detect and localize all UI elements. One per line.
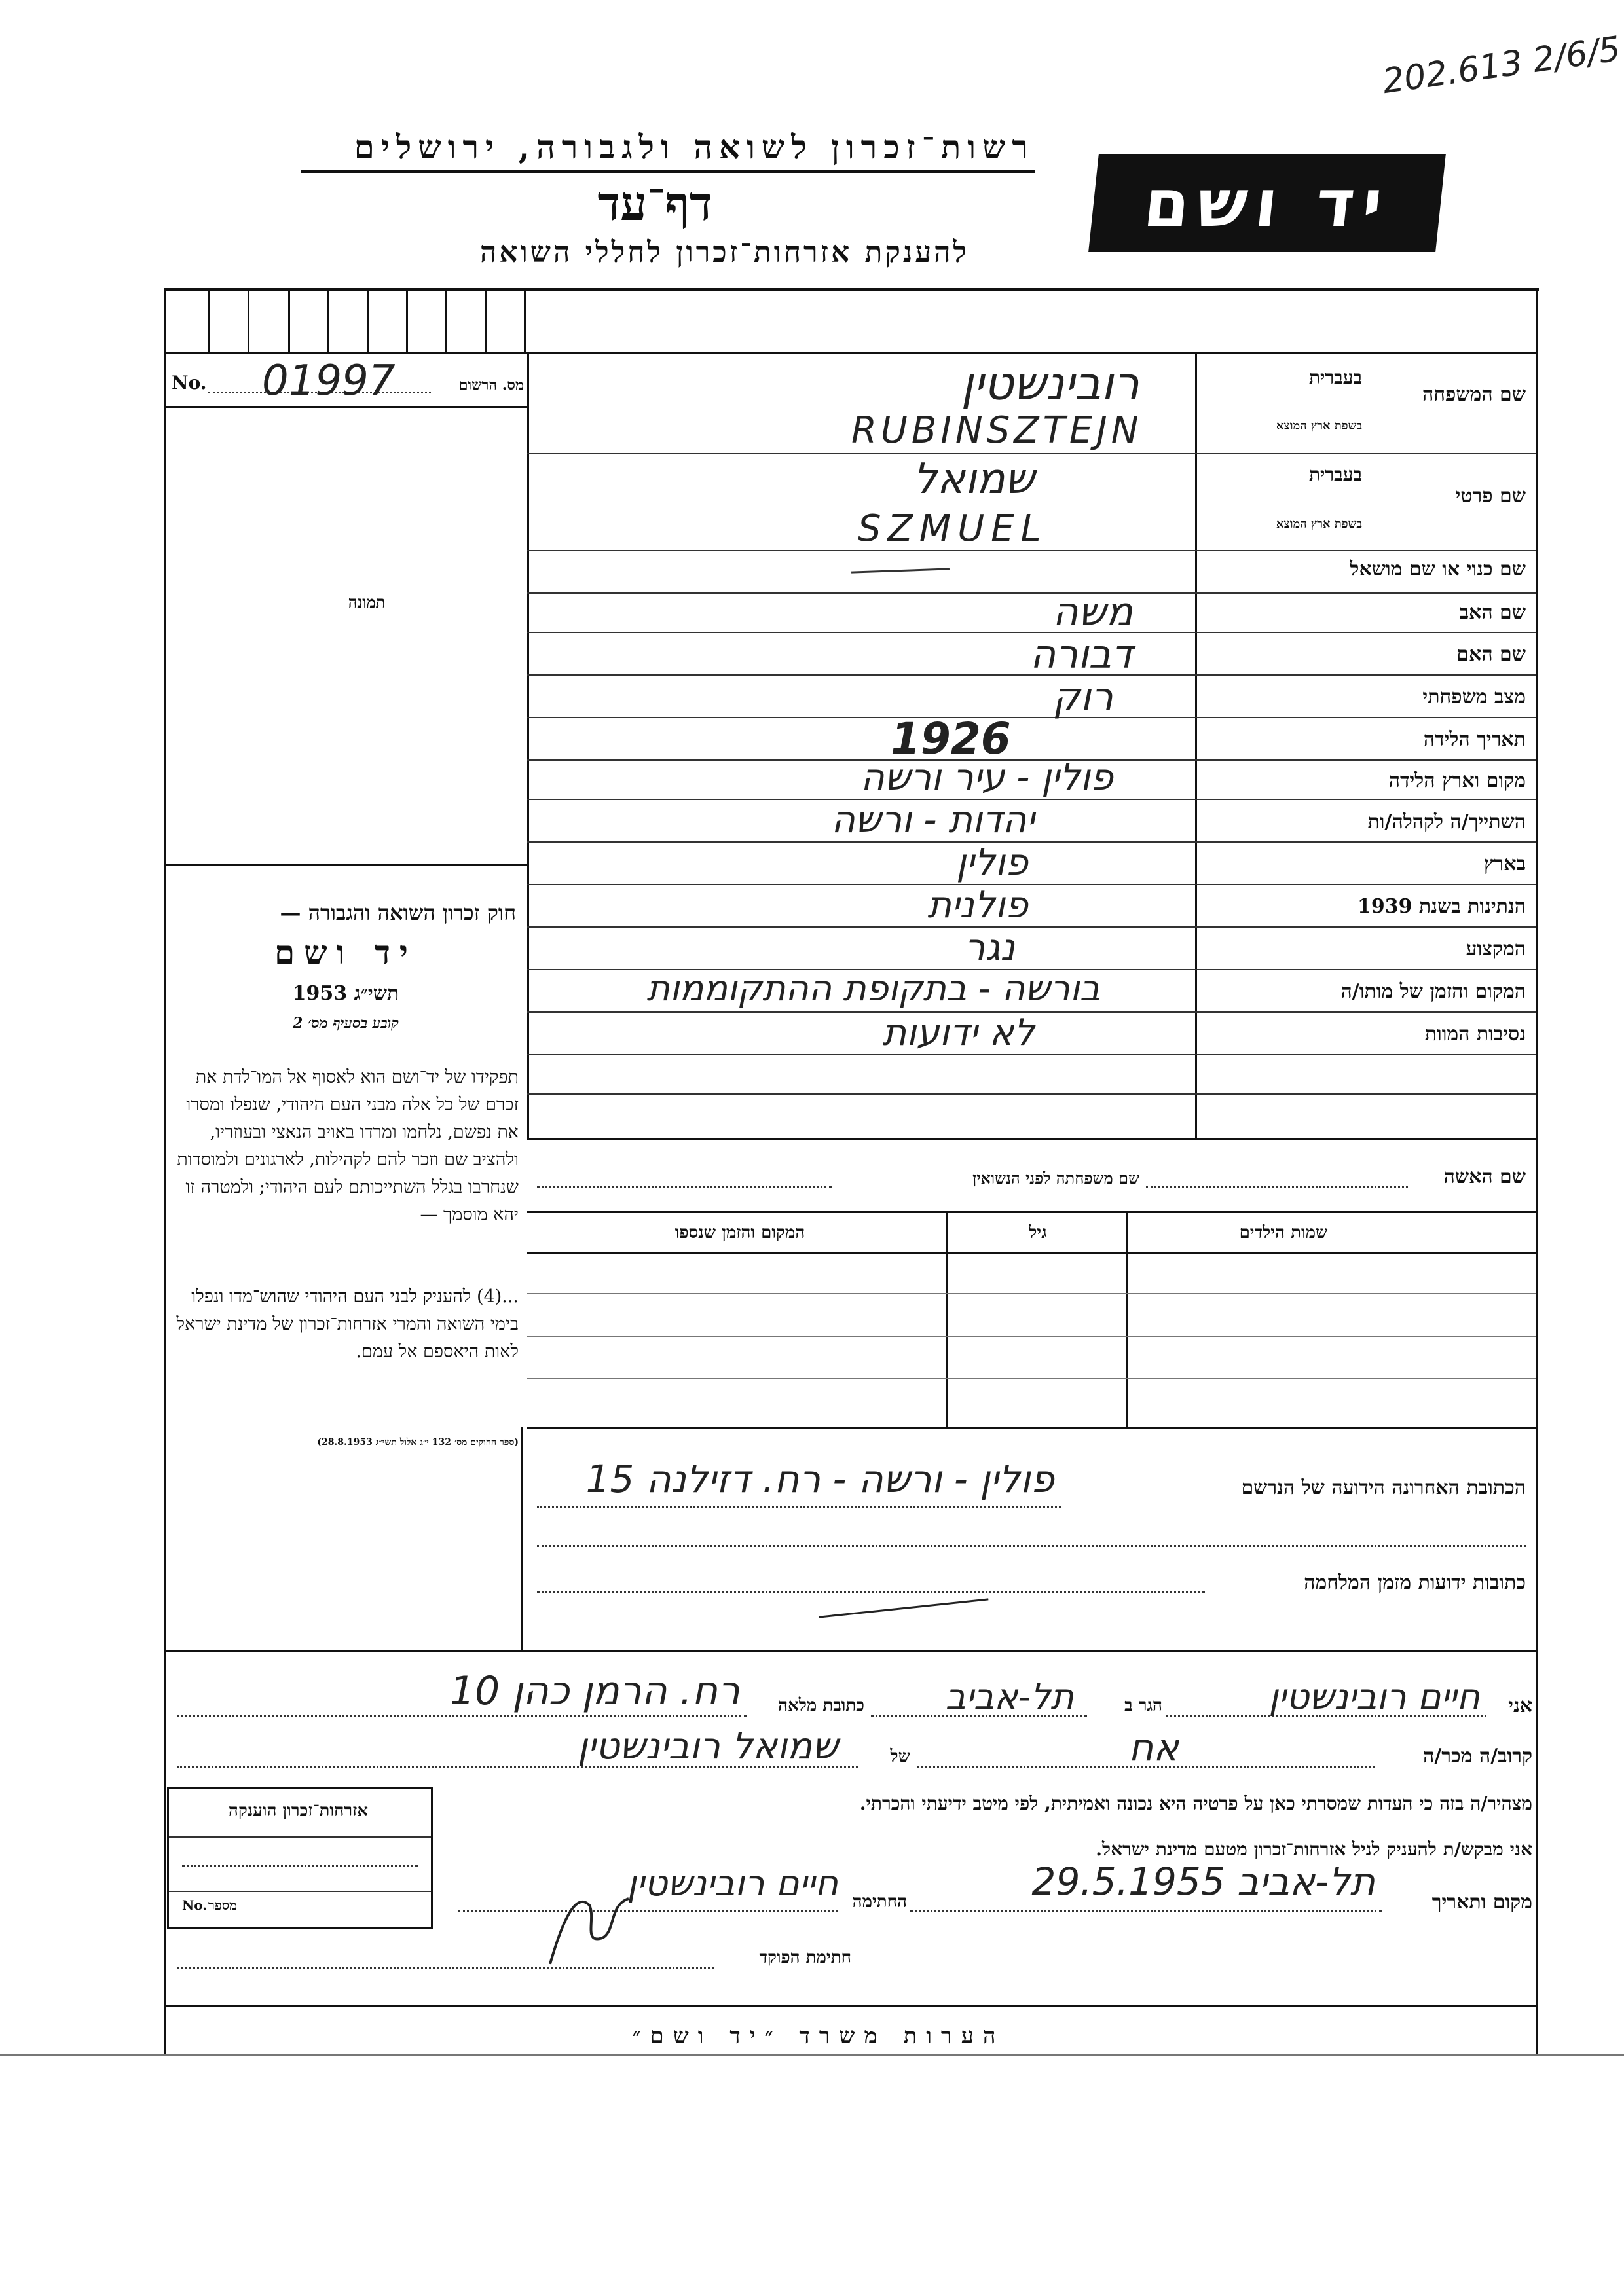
family-name-hebrew-value: רובינשטין — [961, 357, 1139, 410]
father-value: משה — [1052, 589, 1133, 635]
birth-place-label: מקום וארץ הלידה — [1388, 769, 1526, 792]
form-title: דף־עד — [597, 175, 712, 231]
given-name-hebrew-label: בעברית — [1308, 464, 1362, 485]
resides-label: הגר ב — [1124, 1696, 1162, 1715]
given-name-label: שם פרטי — [1455, 484, 1526, 507]
family-name-origin-label: בשפת ארץ המוצא — [1276, 419, 1362, 433]
children-header-names: שמות הילדים — [1239, 1223, 1328, 1243]
country-value: פולין — [956, 841, 1028, 884]
office-remarks-label: הערות משרד ״יד ושם״ — [632, 2023, 1005, 2049]
children-header-place-time: המקום והזמן שנספו — [674, 1223, 805, 1243]
officer-signature-label: חתימת הפוקד — [759, 1948, 851, 1967]
archive-note: 202.613 2/6/5 — [1380, 29, 1623, 102]
declarant-full-address: רח. הרמן כהן 10 — [449, 1668, 740, 1714]
citizenship-1939-label: הנתינות בשנת 1939 — [1357, 895, 1526, 918]
mother-label: שם האם — [1456, 643, 1526, 666]
law-title: חוק זכרון השואה והגבורה — — [280, 900, 516, 925]
law-name: יד ושם — [274, 933, 417, 972]
family-name-hebrew-label: בעברית — [1308, 367, 1362, 388]
death-place-label: המקום והזמן של מותו/ה — [1340, 980, 1526, 1003]
death-circumstances-label: נסיבות המוות — [1424, 1023, 1526, 1046]
place-date-label: מקום ותאריך — [1431, 1891, 1532, 1914]
yad-vashem-logo — [1088, 154, 1446, 252]
full-address-label: כתובת מלאה — [778, 1696, 864, 1715]
nickname-label: שם כנוי או שם מושאל — [1350, 558, 1526, 581]
community-value: יהדות - ורשה — [831, 799, 1035, 841]
logo-text: יד ושם — [1140, 164, 1394, 242]
given-name-hebrew-value: שמואל — [913, 455, 1035, 503]
law-source: (ספר החוקים מס׳ 132 י״ג אלול תשי״ג 28.8.1953) — [317, 1437, 519, 1448]
photo-label: תמונה — [348, 592, 386, 611]
mother-value: דבורה — [1030, 632, 1133, 678]
family-name-latin-value: RUBINSZTEJN — [851, 409, 1143, 452]
war-addresses-label: כתובות ידועות מזמן המלחמה — [1304, 1571, 1526, 1594]
citizenship-box-title: אזרחות־זכרון הוענקה — [228, 1801, 369, 1821]
of-name-value: שמואל רובינשטין — [578, 1725, 838, 1768]
registration-no-label: No. — [172, 372, 207, 393]
birth-place-value: פולין - עיר ורשה — [860, 756, 1113, 799]
citizenship-box-no-label: No. — [182, 1897, 208, 1913]
law-paragraph-2: ...(4) להעניק לבני העם היהודי שהוש־מדו ונפלו בימי השואה והמרי אזרחות־זכרון של מדינת ישראל לאות היאספם אל עמם. — [176, 1286, 519, 1362]
citizenship-box-number-label: מספר — [208, 1897, 237, 1913]
profession-label: המקצוע — [1466, 938, 1526, 960]
birth-date-value: 1926 — [891, 714, 1011, 764]
father-label: שם האב — [1459, 601, 1526, 624]
of-label: של — [890, 1747, 910, 1766]
signature-scribble — [537, 1879, 642, 1977]
registration-number: 01997 — [262, 357, 396, 405]
family-name-label: שם המשפחה — [1422, 383, 1526, 406]
authority-heading: רשות־זכרון לשואה ולגבורה, ירושלים — [354, 128, 1035, 166]
community-label: השתייך/ה לקהלה/ות — [1367, 811, 1526, 833]
death-circumstances-value: לא ידועות — [882, 1011, 1035, 1054]
birth-date-label: תאריך הלידה — [1423, 728, 1526, 751]
declaration-statement-1: מצהיר/ה בזה כי העדות שמסרתי כאן על פרטיה היא נכונה ואמיתית, לפי מיטב ידיעתי והכרתי. — [859, 1793, 1532, 1814]
war-address-stroke — [819, 1598, 989, 1618]
law-paragraph-1: תפקידו של יד־ושם הוא לאסוף אל המו־לדת את זכרם של כל אלה מבני העם היהודי, שנפלו ומסרו את נפשם, נלחמו ומרדו באויב הנאצי ובעוזריו, ולהציב שם וזכר להם לקהילות, לארגונים ולמוסדות שנחרבו בגלל השתייכותם לעם היהודי; ולמטרה זו יהא מוסמך — — [177, 1067, 519, 1225]
marital-status-value: רוק — [1052, 674, 1113, 720]
citizenship-granted-box — [167, 1787, 433, 1929]
wife-name-label: שם האשה — [1443, 1165, 1526, 1188]
signature-label: החתימה — [852, 1892, 907, 1912]
place-date-value: תל-אביב 29.5.1955 — [1031, 1859, 1375, 1904]
declaration-statement-2: אני מבקש/ת להעניק לניל אזרחות־זכרון מטעם מדינת ישראל. — [1096, 1838, 1532, 1860]
law-section: קובע בסעיף מס׳ 2 — [292, 1015, 399, 1032]
law-year: תשי״ג 1953 — [292, 982, 399, 1005]
declarant-city: תל-אביב — [945, 1676, 1074, 1717]
last-address-label: הכתובת האחרונה הידועה של הנרשם — [1241, 1476, 1526, 1499]
children-header-age: גיל — [1029, 1223, 1047, 1243]
maiden-name-label: שם משפחתה לפני הנשואין — [972, 1169, 1139, 1188]
profession-value: נגר — [964, 926, 1015, 969]
given-name-latin-value: SZMUEL — [858, 507, 1048, 550]
declarant-name: חיים רובינשטין — [1268, 1676, 1480, 1717]
country-label: בארץ — [1483, 852, 1526, 875]
signature-value: חיים רובינשטין — [627, 1863, 838, 1904]
declarant-i-label: אני — [1508, 1694, 1532, 1717]
nickname-dash — [851, 568, 950, 573]
form-subtitle: להענקת אזרחות־זכרון לחללי השואה — [479, 236, 969, 269]
registration-he-label: מס. הרשום — [458, 376, 524, 393]
marital-status-label: מצב משפחתי — [1422, 685, 1526, 708]
relative-label: קרוב/ה מכר/ה — [1423, 1745, 1532, 1768]
relation-value: אח — [1128, 1725, 1179, 1770]
given-name-origin-label: בשפת ארץ המוצא — [1276, 517, 1362, 531]
death-place-value: בורשה - בתקופת ההתקוממות — [646, 968, 1100, 1009]
citizenship-1939-value: פולנית — [927, 884, 1028, 926]
last-address-value: פולין - ורשה - רח. דזילנה 15 — [585, 1457, 1054, 1501]
